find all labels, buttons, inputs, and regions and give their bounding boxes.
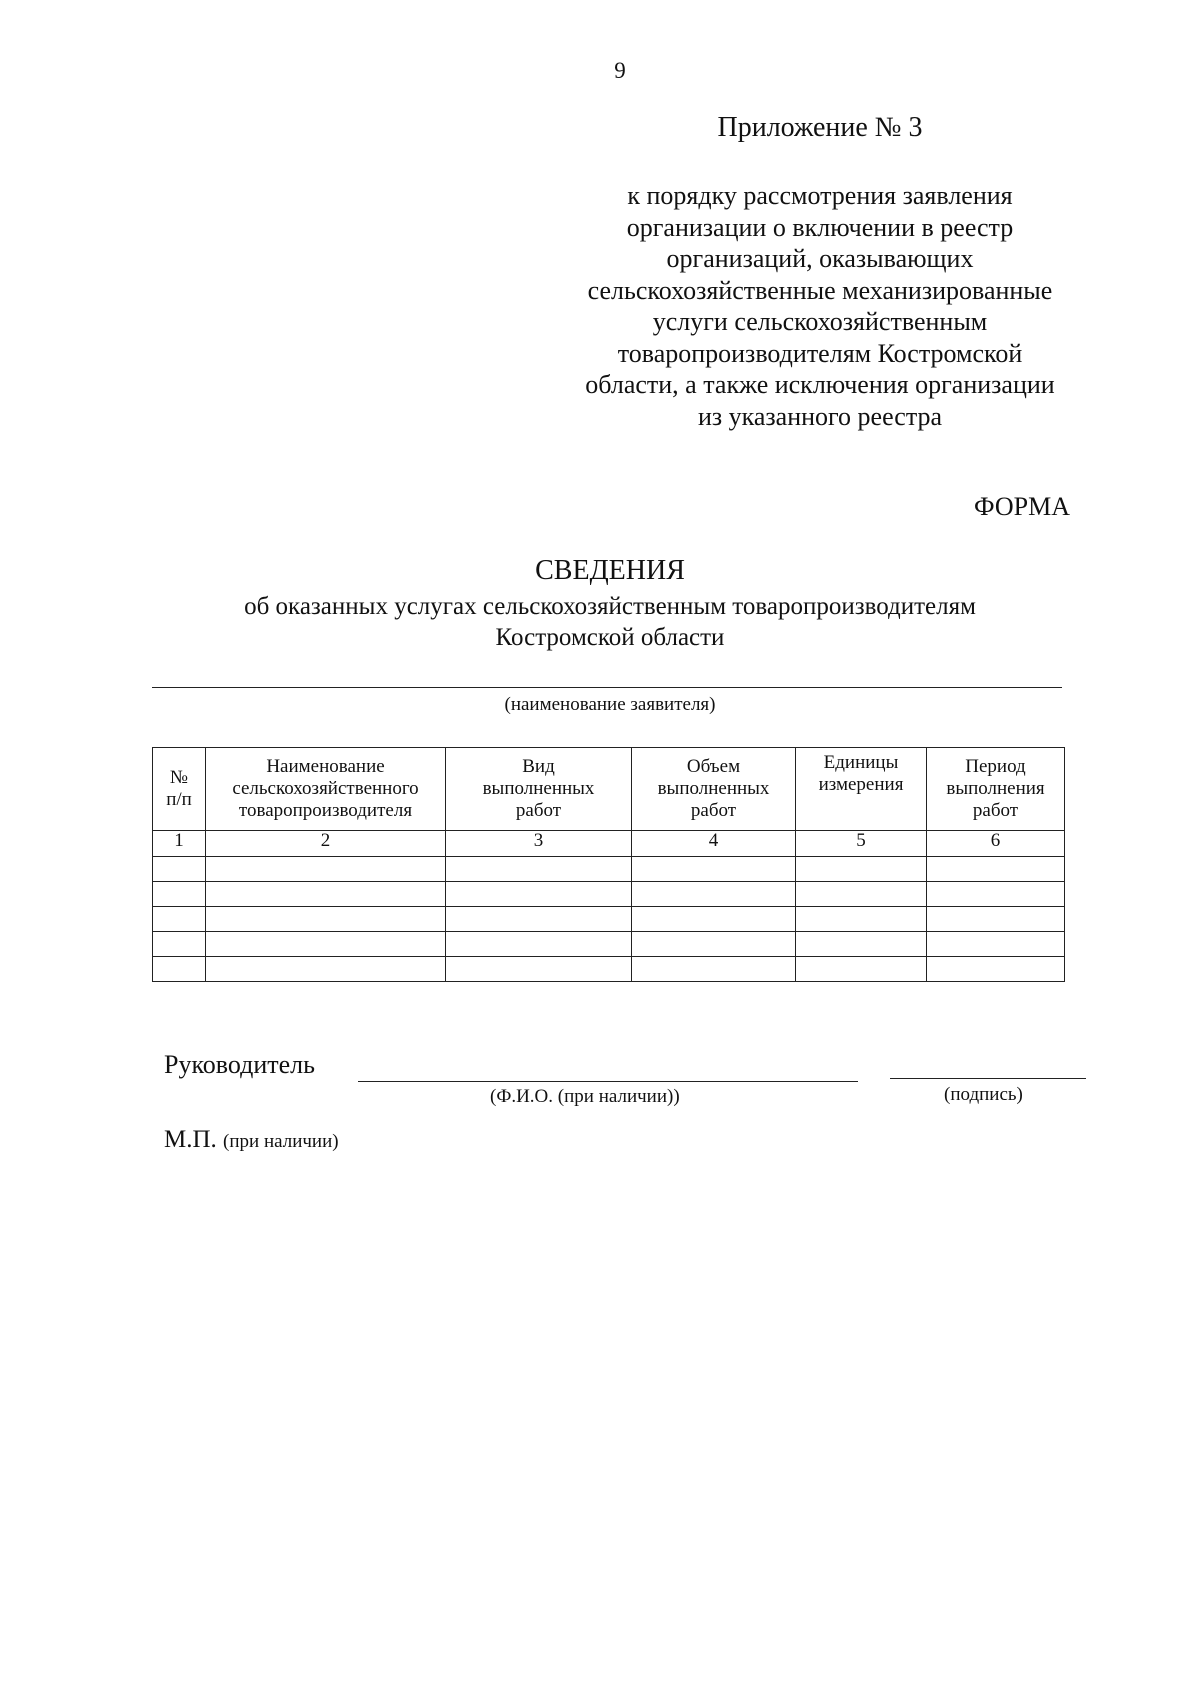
header-text: товаропроизводителя <box>238 800 413 821</box>
column-number: 2 <box>206 831 446 857</box>
header-text: сельскохозяйственного <box>232 778 419 799</box>
stamp-placeholder <box>164 1126 339 1154</box>
table-cell[interactable] <box>446 857 632 882</box>
header-text: № <box>169 767 189 788</box>
services-table <box>152 747 1065 982</box>
table-cell[interactable] <box>446 932 632 957</box>
document-subtitle <box>150 591 1070 653</box>
header-units <box>796 748 927 831</box>
appendix-line: услуги сельскохозяйственным <box>652 307 988 336</box>
header-text: измерения <box>818 774 904 795</box>
appendix-line: организации о включении в реестр <box>626 212 1014 242</box>
name-caption: (Ф.И.О. (при наличии)) <box>490 1086 680 1107</box>
column-number: 3 <box>446 831 632 857</box>
subtitle-line: об оказанных услугах сельскохозяйственным товаропроизводителям <box>244 593 976 620</box>
column-number: 1 <box>153 831 206 857</box>
head-signature-label: Руководитель <box>164 1050 315 1079</box>
applicant-name-line[interactable] <box>152 687 1062 688</box>
header-text: выполненных <box>657 778 770 799</box>
table-cell[interactable] <box>206 882 446 907</box>
page-number: 9 <box>614 58 626 83</box>
table-row <box>153 932 1065 957</box>
header-period <box>927 748 1065 831</box>
header-text: Единицы <box>823 752 899 773</box>
header-text: Период <box>965 756 1026 777</box>
head-name-line[interactable] <box>358 1081 858 1082</box>
header-text: п/п <box>166 789 192 810</box>
table-cell[interactable] <box>796 932 927 957</box>
table-cell[interactable] <box>796 907 927 932</box>
applicant-caption: (наименование заявителя) <box>504 694 716 715</box>
table-cell[interactable] <box>206 957 446 982</box>
header-text: работ <box>972 800 1019 821</box>
table-cell[interactable] <box>927 857 1065 882</box>
table-cell[interactable] <box>446 882 632 907</box>
table-cell[interactable] <box>796 957 927 982</box>
table-cell[interactable] <box>206 857 446 882</box>
table-row <box>153 957 1065 982</box>
table-cell[interactable] <box>632 882 796 907</box>
table-cell[interactable] <box>206 907 446 932</box>
header-work-volume <box>632 748 796 831</box>
table-cell[interactable] <box>796 882 927 907</box>
column-number: 4 <box>632 831 796 857</box>
table-row <box>153 882 1065 907</box>
header-work-type <box>446 748 632 831</box>
column-number: 5 <box>796 831 927 857</box>
table-cell[interactable] <box>632 932 796 957</box>
header-text: работ <box>515 800 562 821</box>
table-cell[interactable] <box>632 907 796 932</box>
table-row <box>153 857 1065 882</box>
table-cell[interactable] <box>153 957 206 982</box>
stamp-label: М.П. <box>164 1126 217 1153</box>
document-title: СВЕДЕНИЯ <box>535 555 685 586</box>
appendix-line: организаций, оказывающих <box>666 244 974 273</box>
table-cell[interactable] <box>632 957 796 982</box>
signature-caption: (подпись) <box>944 1084 1023 1105</box>
table-cell[interactable] <box>206 932 446 957</box>
table-cell[interactable] <box>927 907 1065 932</box>
header-text: Наименование <box>266 756 385 777</box>
stamp-note: (при наличии) <box>223 1131 339 1152</box>
head-signature-line[interactable] <box>890 1078 1086 1079</box>
header-text: Объем <box>686 756 741 777</box>
column-number-row <box>153 831 1065 857</box>
appendix-line: из указанного реестра <box>697 401 943 431</box>
table-cell[interactable] <box>927 957 1065 982</box>
header-producer-name <box>206 748 446 831</box>
appendix-line: к порядку рассмотрения заявления <box>627 181 1013 210</box>
header-number <box>153 748 206 831</box>
form-label: ФОРМА <box>974 492 1070 521</box>
appendix-line: области, а также исключения организации <box>585 370 1055 399</box>
table-cell[interactable] <box>796 857 927 882</box>
header-text: выполненных <box>482 778 595 799</box>
header-text: работ <box>690 800 737 821</box>
table-cell[interactable] <box>153 907 206 932</box>
table-cell[interactable] <box>153 857 206 882</box>
appendix-line: сельскохозяйственные механизированные <box>587 275 1053 305</box>
table-cell[interactable] <box>632 857 796 882</box>
table-cell[interactable] <box>927 932 1065 957</box>
subtitle-line: Костромской области <box>495 624 725 651</box>
table-cell[interactable] <box>153 932 206 957</box>
header-text: выполнения <box>946 778 1045 799</box>
table-cell[interactable] <box>446 957 632 982</box>
appendix-title: Приложение № 3 <box>717 112 923 143</box>
appendix-line: товаропроизводителям Костромской <box>617 338 1023 368</box>
table-cell[interactable] <box>153 882 206 907</box>
column-number: 6 <box>927 831 1065 857</box>
table-cell[interactable] <box>927 882 1065 907</box>
table-row <box>153 907 1065 932</box>
table-cell[interactable] <box>446 907 632 932</box>
table-header-row <box>153 748 1065 831</box>
appendix-description <box>540 180 1100 432</box>
header-text: Вид <box>522 756 555 777</box>
